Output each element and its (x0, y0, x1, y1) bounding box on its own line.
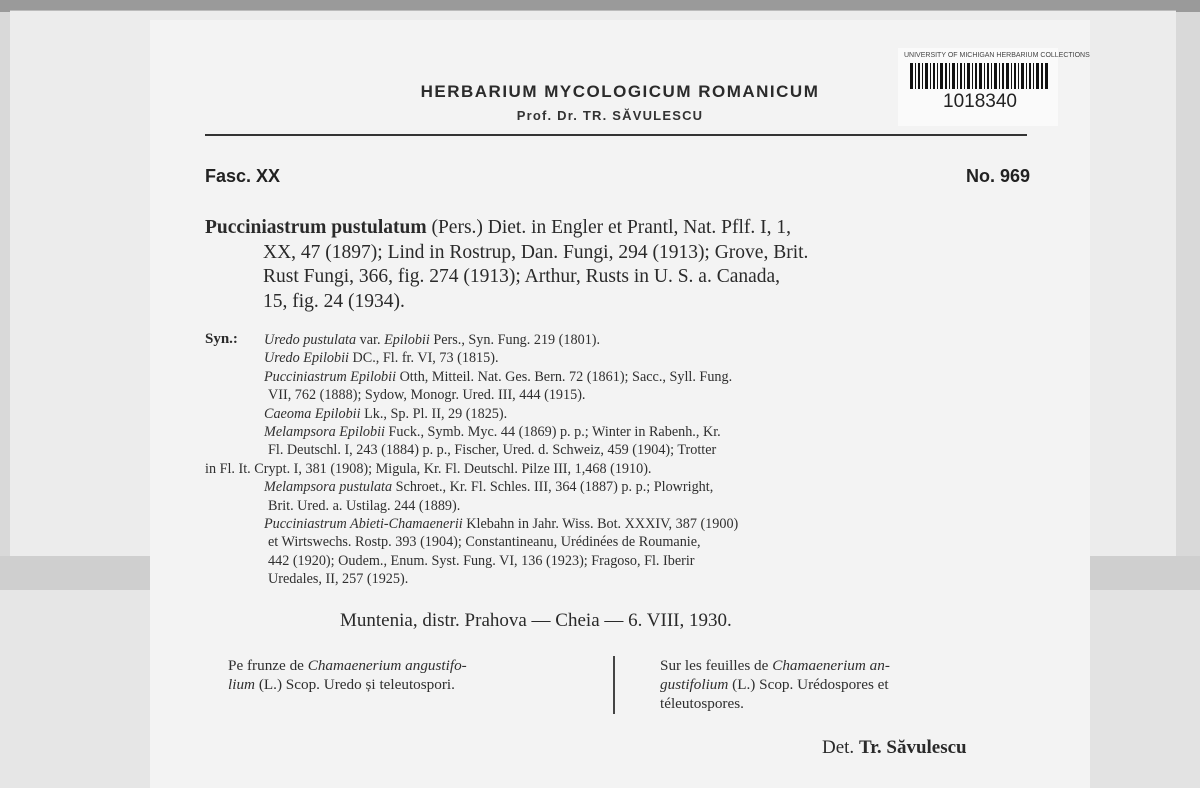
synonym-7-name: Pucciniastrum Abieti-Chamaenerii (264, 516, 463, 533)
species-name: Pucciniastrum pustulatum (205, 217, 427, 238)
synonym-4-ref: Lk., Sp. Pl. II, 29 (1825). (360, 405, 508, 422)
synonyms-list (205, 331, 1034, 589)
synonym-2 (264, 349, 1034, 367)
synonym-5-cont-1: Fl. Deutschl. I, 243 (1884) p. p., Fischer, Ured. d. Schweiz, 459 (1904); Trotter (268, 442, 717, 459)
species-authority: (Pers.) Diet. in Engler et Prantl, Nat. Pflf. I, 1, (426, 217, 792, 238)
habitat-fr-host: Chamaenerium an- (772, 657, 890, 674)
synonym-3-ref: Otth, Mitteil. Nat. Ges. Bern. 72 (1861); Sacc., Syll. Fung. (396, 368, 733, 385)
synonym-5 (264, 423, 1034, 441)
synonym-7-cont-3: Uredales, II, 257 (1925). (268, 571, 409, 588)
habitat-fr-line-1 (660, 656, 1030, 675)
synonym-6-ref: Schroet., Kr. Fl. Schles. III, 364 (1887) p. p.; Plowright, (392, 479, 714, 496)
header-rule (205, 134, 1027, 136)
specimen-number: No. 969 (965, 166, 1030, 186)
synonym-7-cont-2: 442 (1920); Oudem., Enum. Syst. Fung. VI, 136 (1923); Fragoso, Fl. Iberir (268, 552, 695, 569)
species-line-3: Rust Fungi, 366, fig. 274 (1913); Arthur, Rusts in U. S. a. Canada, (263, 266, 781, 287)
synonym-2-ref: DC., Fl. fr. VI, 73 (1815). (349, 350, 499, 367)
habitat-french (660, 656, 1030, 713)
synonym-6 (264, 478, 1034, 496)
synonym-6-name: Melampsora pustulata (264, 479, 393, 496)
habitat-romanian (228, 656, 598, 694)
synonym-1-var: var. (356, 332, 385, 348)
synonym-7-ref: Klebahn in Jahr. Wiss. Bot. XXXIV, 387 (1900) (462, 516, 739, 533)
synonym-6-cont: Brit. Ured. a. Ustilag. 244 (1889). (268, 497, 461, 514)
species-line-2: XX, 47 (1897); Lind in Rostrup, Dan. Fungi, 294 (1913); Grove, Brit. (263, 241, 809, 263)
species-citation (205, 216, 1030, 314)
synonyms-label: Syn.: (205, 331, 238, 347)
synonym-3-name: Pucciniastrum Epilobii (264, 368, 397, 385)
habitat-fr-prefix: Sur les feuilles de (660, 657, 773, 674)
synonym-1-name: Uredo pustulata (264, 332, 357, 348)
collection-locality: Muntenia, distr. Prahova — Cheia — 6. VIII, 1930. (340, 610, 732, 631)
synonym-4-name: Caeoma Epilobii (264, 405, 361, 422)
habitat-ro-line-2 (228, 675, 598, 694)
habitat-ro-host-cont: lium (228, 676, 256, 693)
synonym-3-cont: VII, 762 (1888); Sydow, Monogr. Ured. III, 444 (1915). (268, 387, 586, 404)
determiner-prefix: Det. (822, 737, 859, 758)
habitat-fr-line-3: téleutospores. (660, 695, 744, 712)
species-line-4: 15, fig. 24 (1934). (263, 290, 405, 312)
barcode-caption: UNIVERSITY OF MICHIGAN HERBARIUM COLLECTIONS (904, 52, 1090, 59)
habitat-ro-prefix: Pe frunze de (228, 657, 308, 674)
habitat-ro-host: Chamaenerium angustifo- (307, 657, 467, 674)
synonym-5-cont-2: in Fl. It. Crypt. I, 381 (1908); Migula, Kr. Fl. Deutschl. Pilze III, 1,468 (1910). (205, 460, 652, 477)
barcode-number: 1018340 (943, 91, 1017, 112)
habitat-fr-host-cont: gustifolium (660, 676, 729, 693)
synonym-1-epithet: Epilobii (384, 332, 430, 348)
column-divider (613, 656, 615, 714)
habitat-fr-spores: (L.) Scop. Urédospores et (728, 676, 889, 693)
fascicle-number: Fasc. XX (205, 166, 281, 186)
synonym-3 (264, 368, 1034, 386)
synonym-1-ref: Pers., Syn. Fung. 219 (1801). (429, 332, 601, 348)
right-background-strip (1090, 590, 1200, 788)
synonym-7-cont-1: et Wirtswechs. Rostp. 393 (1904); Constantineanu, Urédinées de Roumanie, (268, 534, 701, 551)
habitat-ro-spores: (L.) Scop. Uredo și teleutospori. (255, 676, 455, 693)
habitat-fr-line-2 (660, 675, 1030, 694)
synonym-1 (264, 331, 1034, 349)
synonym-2-name: Uredo Epilobii (264, 350, 349, 367)
herbarium-editor: Prof. Dr. TR. SĂVULESCU (516, 108, 704, 123)
synonym-5-ref: Fuck., Symb. Myc. 44 (1869) p. p.; Winter in Rabenh., Kr. (384, 424, 721, 441)
synonym-7 (264, 515, 1034, 533)
synonym-5-name: Melampsora Epilobii (264, 424, 385, 441)
determiner (822, 737, 967, 759)
barcode-icon (910, 63, 1050, 89)
herbarium-title: HERBARIUM MYCOLOGICUM ROMANICUM (420, 82, 820, 101)
habitat-ro-line-1 (228, 656, 598, 675)
species-line-1 (205, 216, 1030, 241)
synonym-4 (264, 405, 1034, 423)
determiner-name: Tr. Săvulescu (858, 737, 967, 758)
left-background-strip (0, 590, 150, 788)
